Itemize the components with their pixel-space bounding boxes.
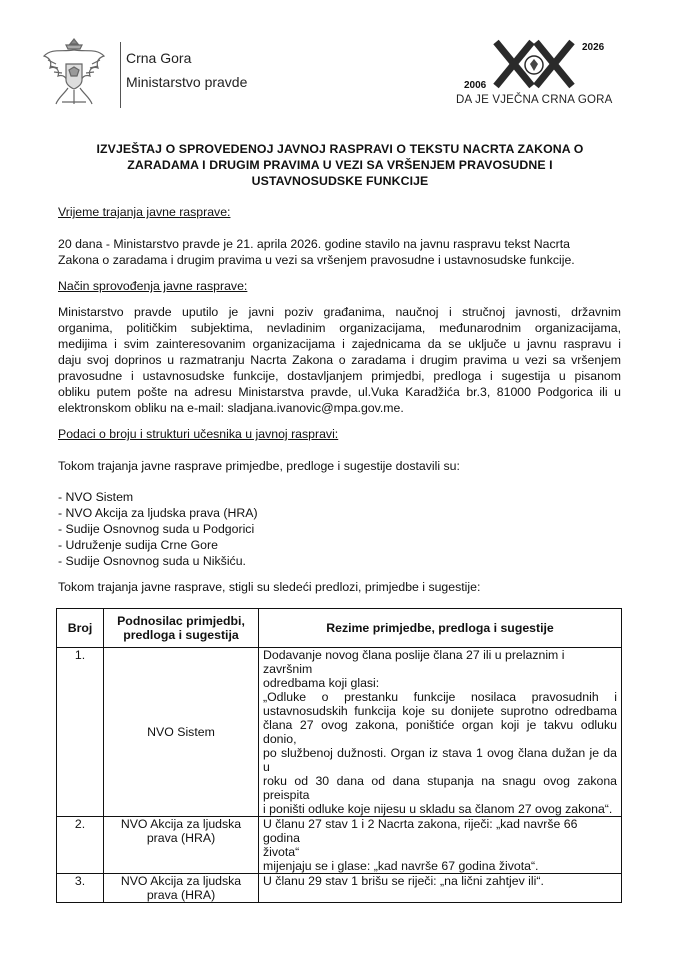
method-line: obliku putem pošte na adresu Ministarstva pravde, ul.Vuka Karadžića br.3, 81000 Podgorica ili u	[58, 385, 621, 399]
header-divider	[120, 42, 121, 108]
row-submitter: NVO Akcija za ljudska prava (HRA)	[104, 817, 259, 874]
title-line-3: USTAVNOSUDSKE FUNKCIJE	[251, 174, 429, 188]
row-summary	[259, 817, 622, 874]
title-line-2: ZARADAMA I DRUGIM PRAVIMA U VEZI SA VRŠENJEM PRAVOSUDNE I	[127, 158, 553, 172]
method-heading: Način sprovođenja javne rasprave:	[58, 279, 248, 293]
method-line: Ministarstvo pravde uputilo je javni poziv građanima, naučnoj i stručnoj javnosti, državnim	[58, 305, 621, 319]
duration-line-1: 20 dana - Ministarstvo pravde je 21. aprila 2026. godine stavilo na javnu raspravu tekst Nacrta	[58, 237, 570, 251]
list-item: - NVO Akcija za ljudska prava (HRA)	[58, 506, 258, 520]
summary-line: života“	[263, 845, 300, 859]
row-number: 3.	[57, 874, 104, 903]
summary-line: po službenoj dužnosti. Organ iz stava 1 ovog člana dužan je da u	[263, 746, 617, 774]
summary-line: ustavnosudskih funkcija koje su donijete suprotno odredbama	[263, 704, 617, 718]
list-item: - Sudije Osnovnog suda u Nikšiću.	[58, 554, 246, 568]
header-submitter: Podnosilac primjedbi, predloga i sugestija	[104, 609, 259, 648]
summary-line: mijenjaju se i glase: „kad navrše 67 godina života“.	[263, 859, 539, 873]
method-line: medijima i svim zainteresovanim organizacijama i zajednicama da se uključe u javnu raspravu i	[58, 337, 621, 351]
table-row	[57, 648, 622, 817]
row-summary	[259, 648, 622, 817]
row-submitter: NVO Akcija za ljudska prava (HRA)	[104, 874, 259, 903]
coat-of-arms-icon	[40, 36, 108, 110]
summary-line: odredbama koji glasi:	[263, 676, 380, 690]
country-name: Crna Gora	[126, 50, 192, 66]
summary-line: i poništi odluke koje nijesu u skladu sa članom 27 ovog zakona“.	[263, 802, 613, 816]
row-summary	[259, 874, 622, 903]
summary-line: Dodavanje novog člana poslije člana 27 ili u prelaznim i završnim	[263, 648, 565, 676]
row-submitter: NVO Sistem	[104, 648, 259, 817]
participants-list	[58, 489, 621, 569]
duration-line-2: Zakona o zaradama i drugim pravima u vezi sa vršenjem pravosudne i ustavnosudske funkcije.	[58, 253, 575, 267]
summary-line: roku od 30 dana od dana stupanja na snagu ovog zakona preispita	[263, 774, 617, 802]
document-title	[60, 141, 620, 189]
summary-line: U članu 27 stav 1 i 2 Nacrta zakona, riječi: „kad navrše 66 godina	[263, 817, 578, 845]
logo-tagline: DA JE VJEČNA CRNA GORA	[456, 94, 613, 106]
anniversary-logo	[450, 36, 620, 114]
participants-heading: Podaci o broju i strukturi učesnika u javnoj raspravi:	[58, 427, 339, 441]
ministry-name: Ministarstvo pravde	[126, 74, 248, 90]
title-line-1: IZVJEŠTAJ O SPROVEDENOJ JAVNOJ RASPRAVI O TEKSTU NACRTA ZAKONA O	[96, 142, 584, 156]
duration-heading: Vrijeme trajanja javne rasprave:	[58, 205, 231, 219]
participants-intro: Tokom trajanja javne rasprave primjedbe, predloge i sugestije dostavili su:	[58, 459, 460, 473]
header-number: Broj	[57, 609, 104, 648]
duration-paragraph	[58, 236, 621, 268]
method-paragraph	[58, 304, 621, 416]
row-number: 2.	[57, 817, 104, 874]
table-row	[57, 817, 622, 874]
table-intro: Tokom trajanja javne rasprave, stigli su sledeći predlozi, primjedbe i sugestije:	[58, 580, 481, 594]
table-row	[57, 874, 622, 903]
ministry-header	[40, 36, 260, 111]
submissions-table	[56, 608, 622, 903]
list-item: - Udruženje sudija Crne Gore	[58, 538, 218, 552]
header-summary: Rezime primjedbe, predloga i sugestije	[259, 609, 622, 648]
summary-line: „Odluke o prestanku funkcije nosilaca pravosudnih i	[263, 690, 617, 704]
row-number: 1.	[57, 648, 104, 817]
logo-year-end: 2026	[582, 42, 605, 53]
method-line: organima, političkim subjektima, nevladinim organizacijama, međunarodnim organizacijama,	[58, 321, 621, 335]
logo-year-start: 2006	[464, 80, 487, 91]
method-line: daju svoj doprinos u razmatranju Nacrta Zakona o zaradama i drugim pravima u vezi sa vršenjem	[58, 353, 621, 367]
list-item: - NVO Sistem	[58, 490, 134, 504]
summary-line: člana 27 ovog zakona, poništiće organ koji je takvu odluku donio,	[263, 718, 617, 746]
summary-line: U članu 29 stav 1 brišu se riječi: „na lični zahtjev ili“.	[263, 874, 544, 888]
method-line: pravosudne i ustavnosudske funkcije, dostavljanjem primjedbi, predloga i sugestija u pisanom	[58, 369, 621, 383]
table-header-row	[57, 609, 622, 648]
method-line: elektronskom obliku na e-mail: sladjana.ivanovic@mpa.gov.me.	[58, 401, 404, 415]
list-item: - Sudije Osnovnog suda u Podgorici	[58, 522, 255, 536]
